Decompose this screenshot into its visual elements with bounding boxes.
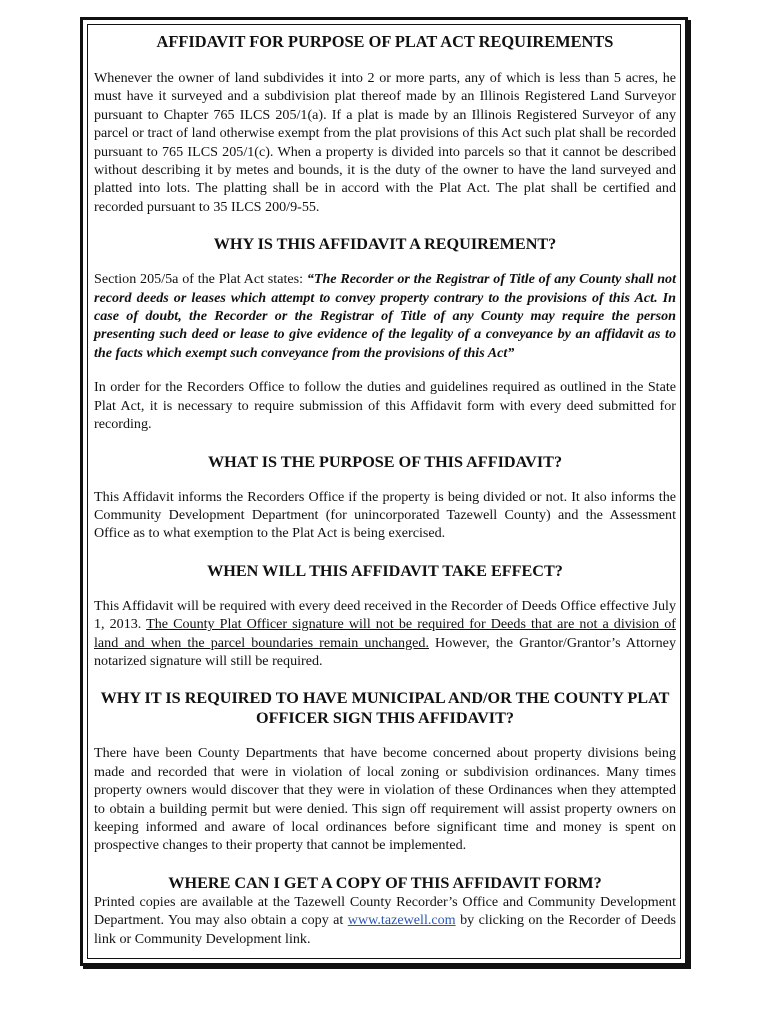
document-body xyxy=(87,24,681,959)
why-paragraph-2: In order for the Recorders Office to follow the duties and guidelines required as outlined in the State Plat Act, it is necessary to require submission of this Affidavit form with every deed submitted for recording. xyxy=(94,379,676,433)
where-heading: WHERE CAN I GET A COPY OF THIS AFFIDAVIT FORM? xyxy=(168,873,602,892)
why-paragraph xyxy=(94,270,676,362)
where-text-b: by clicking on the Recorder of Deeds link or Community Development link. xyxy=(94,912,677,947)
when-text-b: However, the Grantor/Grantor’s Attorney notarized signature will still be required. xyxy=(94,634,676,669)
tazewell-website-link[interactable]: www.tazewell.com xyxy=(347,912,456,929)
sign-heading: WHY IT IS REQUIRED TO HAVE MUNICIPAL AND/OR THE COUNTY PLAT OFFICER SIGN THIS AFFIDAVIT? xyxy=(100,689,670,728)
plat-act-quote: “The Recorder or the Registrar of Title of any County shall not record deeds or leases which attempt to convey property contrary to the provisions of this Act. In case of doubt, the Recorder or the Registrar of Title of any County may require the person presenting such deed or lease to give evidence of the legality of a conveyance by an affidavit as to the facts which exempt such conveyance from the provisions of this Act” xyxy=(94,271,676,361)
document-title: AFFIDAVIT FOR PURPOSE OF PLAT ACT REQUIREMENTS xyxy=(156,32,614,51)
when-underlined-text: The County Plat Officer signature will not be required for Deeds that are not a division of land and when the parcel boundaries remain unchanged. xyxy=(94,616,676,651)
purpose-heading: WHAT IS THE PURPOSE OF THIS AFFIDAVIT? xyxy=(207,452,563,471)
sign-paragraph: There have been County Departments that have become concerned about property divisions being made and recorded that were in violation of local zoning or subdivision ordinances. Many times property owners would discover that they were in violation of these Ordinances when they attempted to obtain a building permit but were denied. This sign off requirement will assist property owners on keeping informed and aware of local ordinances before significant time and money is spent on prospective changes to their property that cannot be implemented. xyxy=(94,745,676,854)
where-paragraph xyxy=(94,893,676,948)
document-frame xyxy=(80,17,688,966)
when-heading: WHEN WILL THIS AFFIDAVIT TAKE EFFECT? xyxy=(207,561,563,580)
why-lead: Section 205/5a of the Plat Act states: xyxy=(94,271,307,288)
when-paragraph xyxy=(94,597,676,671)
when-text-a: This Affidavit will be required with every deed received in the Recorder of Deeds Office effective July 1, 2013. xyxy=(94,597,676,633)
intro-paragraph: Whenever the owner of land subdivides it into 2 or more parts, any of which is less than 5 acres, he must have it surveyed and a subdivision plat thereof made by an Illinois Registered Land Surveyor pursuant to Chapter 765 ILCS 205/1(a). If a plat is made by an Illinois Registered Surveyor of any parcel or tract of land otherwise exempt from the plat provisions of this Act such plat shall be recorded pursuant to 765 ILCS 205/1(c). When a property is divided into parcels so that it cannot be described without describing it by metes and bounds, it is the duty of the owner to have the land surveyed and platted into lots. The platting shall be in accord with the Plat Act. The plat shall be certified and recorded pursuant to 35 ILCS 200/9-55. xyxy=(94,70,676,215)
purpose-paragraph: This Affidavit informs the Recorders Office if the property is being divided or not. It also informs the Community Development Department (for unincorporated Tazewell County) and the Assessment Office as to what exemption to the Plat Act is being exercised. xyxy=(94,488,676,542)
why-heading: WHY IS THIS AFFIDAVIT A REQUIREMENT? xyxy=(213,235,557,254)
where-text-a: Printed copies are available at the Tazewell County Recorder’s Office and Community Development Department. You may also obtain a copy at xyxy=(94,893,676,929)
